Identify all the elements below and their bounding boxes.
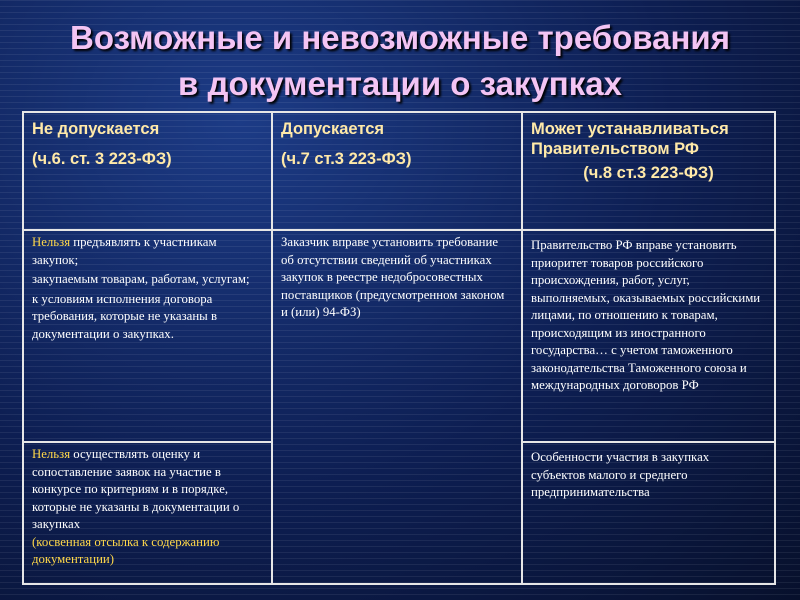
table-header-row [23,112,775,230]
requirements-table [22,111,776,585]
allowed-text: Заказчик вправе установить требование об отсутствии сведений об участниках закупок в реестре недобросовестных поставщиков (предусмотренном законом и (или) 94-ФЗ) [281,235,505,319]
row2-not-allowed-cell [23,442,272,584]
header-government-label: Может устанавливаться Правительством РФ [531,120,729,158]
header-not-allowed-ref: (ч.6. ст. 3 223-ФЗ) [32,150,172,168]
row2-government-text: Особенности участия в закупках субъектов малого и среднего предпринимательства [531,450,710,499]
slide-title-line2: в документации о закупках [178,65,622,102]
row1-government-text: Правительство РФ вправе установить приоритет товаров российского происхождения, работ, услуг, выполняемых, оказываемых российскими лицами, по отношению к товарам, происходящим из иностранного государства… с учетом таможенного законодательства Таможенного союза и международных договоров РФ [531,238,761,392]
header-not-allowed-label: Не допускается [32,120,160,138]
header-government-ref: (ч.8 ст.3 223-ФЗ) [583,164,714,182]
row1-not-allowed-p1 [32,234,263,269]
row2-government-cell [522,442,775,584]
row1-government-cell [522,230,775,442]
row1-not-allowed-cell [23,230,272,442]
header-not-allowed [23,112,272,230]
header-allowed-ref: (ч.7 ст.3 223-ФЗ) [281,150,412,168]
table-row [23,230,775,442]
row2-not-allowed-p1 [32,446,263,534]
header-allowed [272,112,522,230]
slide-title-line1: Возможные и невозможные требования [70,19,730,56]
header-government [522,112,775,230]
header-allowed-label: Допускается [281,120,385,138]
row2-highlight: Нельзя [32,447,71,461]
row-allowed-cell [272,230,522,584]
row1-text3: к условиям исполнения договора требования, которые не указаны в документации о закупках. [32,291,218,341]
row2-text: осуществлять оценку и сопоставление заявок на участие в конкурсе по критериям и в порядке, которые не указаны в документации о закупках [32,447,240,531]
row1-highlight: Нельзя [32,235,71,249]
row1-text1: предъявлять к участникам закупок; [32,235,217,267]
row2-note: (косвенная отсылка к содержанию документации) [32,534,220,566]
row1-text2: закупаемым товарам, работам, услугам; [32,272,250,286]
